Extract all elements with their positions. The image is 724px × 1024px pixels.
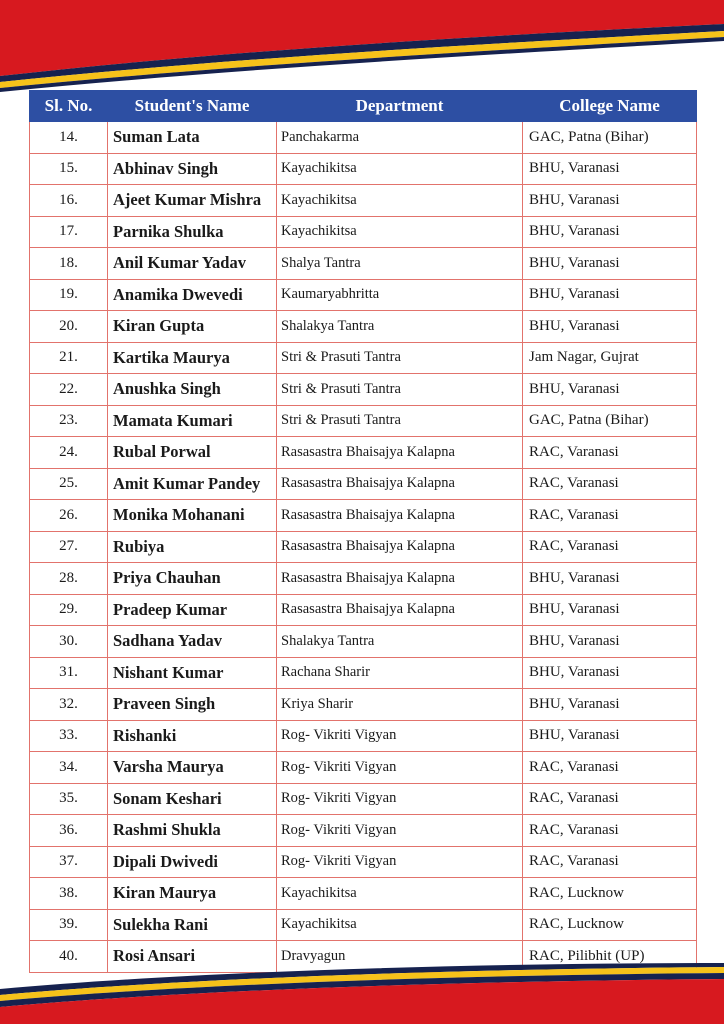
department-cell: Shalakya Tantra [277, 626, 523, 658]
table-row [30, 846, 697, 878]
department-cell: Rasasastra Bhaisajya Kalapna [277, 468, 523, 500]
table-row [30, 248, 697, 280]
serial-no-cell: 33. [30, 720, 108, 752]
header-college-name: College Name [523, 91, 697, 122]
serial-no-cell: 21. [30, 342, 108, 374]
table-row [30, 185, 697, 217]
header-student-name: Student's Name [108, 91, 277, 122]
student-name-cell: Abhinav Singh [108, 153, 277, 185]
serial-no-cell: 22. [30, 374, 108, 406]
table-header-row [30, 91, 697, 122]
table-row [30, 689, 697, 721]
table-row [30, 531, 697, 563]
department-cell: Kayachikitsa [277, 909, 523, 941]
department-cell: Stri & Prasuti Tantra [277, 374, 523, 406]
student-name-cell: Kartika Maurya [108, 342, 277, 374]
table-row [30, 909, 697, 941]
department-cell: Rog- Vikriti Vigyan [277, 846, 523, 878]
student-name-cell: Praveen Singh [108, 689, 277, 721]
department-cell: Kayachikitsa [277, 153, 523, 185]
student-list-table-wrapper [29, 90, 696, 973]
serial-no-cell: 27. [30, 531, 108, 563]
header-department: Department [277, 91, 523, 122]
table-row [30, 374, 697, 406]
table-row [30, 626, 697, 658]
table-row [30, 437, 697, 469]
top-decorative-banner [0, 0, 724, 95]
student-name-cell: Nishant Kumar [108, 657, 277, 689]
student-name-cell: Priya Chauhan [108, 563, 277, 595]
student-name-cell: Dipali Dwivedi [108, 846, 277, 878]
serial-no-cell: 32. [30, 689, 108, 721]
serial-no-cell: 35. [30, 783, 108, 815]
serial-no-cell: 31. [30, 657, 108, 689]
college-name-cell: RAC, Varanasi [523, 783, 697, 815]
department-cell: Shalakya Tantra [277, 311, 523, 343]
department-cell: Rog- Vikriti Vigyan [277, 815, 523, 847]
table-body [30, 122, 697, 973]
table-row [30, 878, 697, 910]
table-row [30, 815, 697, 847]
department-cell: Kayachikitsa [277, 878, 523, 910]
department-cell: Rasasastra Bhaisajya Kalapna [277, 500, 523, 532]
serial-no-cell: 37. [30, 846, 108, 878]
table-row [30, 752, 697, 784]
student-name-cell: Mamata Kumari [108, 405, 277, 437]
serial-no-cell: 34. [30, 752, 108, 784]
serial-no-cell: 40. [30, 941, 108, 973]
student-name-cell: Anil Kumar Yadav [108, 248, 277, 280]
student-name-cell: Sulekha Rani [108, 909, 277, 941]
student-name-cell: Ajeet Kumar Mishra [108, 185, 277, 217]
table-row [30, 657, 697, 689]
serial-no-cell: 19. [30, 279, 108, 311]
student-list-table [29, 90, 697, 973]
college-name-cell: RAC, Varanasi [523, 531, 697, 563]
college-name-cell: RAC, Varanasi [523, 500, 697, 532]
college-name-cell: RAC, Lucknow [523, 909, 697, 941]
college-name-cell: RAC, Varanasi [523, 846, 697, 878]
student-name-cell: Parnika Shulka [108, 216, 277, 248]
student-name-cell: Rashmi Shukla [108, 815, 277, 847]
table-row [30, 122, 697, 154]
bottom-decorative-banner [0, 955, 724, 1024]
table-row [30, 153, 697, 185]
department-cell: Rachana Sharir [277, 657, 523, 689]
department-cell: Shalya Tantra [277, 248, 523, 280]
student-name-cell: Pradeep Kumar [108, 594, 277, 626]
department-cell: Rasasastra Bhaisajya Kalapna [277, 563, 523, 595]
department-cell: Rog- Vikriti Vigyan [277, 752, 523, 784]
college-name-cell: BHU, Varanasi [523, 594, 697, 626]
college-name-cell: BHU, Varanasi [523, 311, 697, 343]
student-name-cell: Monika Mohanani [108, 500, 277, 532]
serial-no-cell: 23. [30, 405, 108, 437]
serial-no-cell: 24. [30, 437, 108, 469]
student-name-cell: Anushka Singh [108, 374, 277, 406]
serial-no-cell: 14. [30, 122, 108, 154]
department-cell: Kriya Sharir [277, 689, 523, 721]
college-name-cell: BHU, Varanasi [523, 248, 697, 280]
student-name-cell: Varsha Maurya [108, 752, 277, 784]
college-name-cell: BHU, Varanasi [523, 657, 697, 689]
college-name-cell: BHU, Varanasi [523, 374, 697, 406]
serial-no-cell: 28. [30, 563, 108, 595]
serial-no-cell: 26. [30, 500, 108, 532]
table-row [30, 563, 697, 595]
department-cell: Kaumaryabhritta [277, 279, 523, 311]
department-cell: Kayachikitsa [277, 185, 523, 217]
student-name-cell: Rubiya [108, 531, 277, 563]
serial-no-cell: 29. [30, 594, 108, 626]
student-name-cell: Kiran Gupta [108, 311, 277, 343]
table-row [30, 279, 697, 311]
serial-no-cell: 36. [30, 815, 108, 847]
serial-no-cell: 17. [30, 216, 108, 248]
college-name-cell: BHU, Varanasi [523, 720, 697, 752]
college-name-cell: RAC, Varanasi [523, 468, 697, 500]
college-name-cell: GAC, Patna (Bihar) [523, 122, 697, 154]
college-name-cell: Jam Nagar, Gujrat [523, 342, 697, 374]
table-row [30, 720, 697, 752]
student-name-cell: Sonam Keshari [108, 783, 277, 815]
table-row [30, 311, 697, 343]
department-cell: Rasasastra Bhaisajya Kalapna [277, 594, 523, 626]
student-name-cell: Suman Lata [108, 122, 277, 154]
table-row [30, 783, 697, 815]
college-name-cell: BHU, Varanasi [523, 216, 697, 248]
student-name-cell: Rubal Porwal [108, 437, 277, 469]
student-name-cell: Sadhana Yadav [108, 626, 277, 658]
college-name-cell: BHU, Varanasi [523, 279, 697, 311]
student-name-cell: Kiran Maurya [108, 878, 277, 910]
college-name-cell: RAC, Pilibhit (UP) [523, 941, 697, 973]
table-row [30, 405, 697, 437]
serial-no-cell: 38. [30, 878, 108, 910]
serial-no-cell: 20. [30, 311, 108, 343]
department-cell: Rasasastra Bhaisajya Kalapna [277, 531, 523, 563]
student-name-cell: Amit Kumar Pandey [108, 468, 277, 500]
table-row [30, 594, 697, 626]
department-cell: Dravyagun [277, 941, 523, 973]
college-name-cell: RAC, Lucknow [523, 878, 697, 910]
serial-no-cell: 30. [30, 626, 108, 658]
college-name-cell: BHU, Varanasi [523, 626, 697, 658]
department-cell: Rog- Vikriti Vigyan [277, 720, 523, 752]
college-name-cell: GAC, Patna (Bihar) [523, 405, 697, 437]
student-name-cell: Rosi Ansari [108, 941, 277, 973]
college-name-cell: RAC, Varanasi [523, 437, 697, 469]
department-cell: Rasasastra Bhaisajya Kalapna [277, 437, 523, 469]
college-name-cell: BHU, Varanasi [523, 185, 697, 217]
table-row [30, 342, 697, 374]
department-cell: Stri & Prasuti Tantra [277, 342, 523, 374]
college-name-cell: RAC, Varanasi [523, 815, 697, 847]
college-name-cell: BHU, Varanasi [523, 689, 697, 721]
department-cell: Kayachikitsa [277, 216, 523, 248]
header-serial-no: Sl. No. [30, 91, 108, 122]
serial-no-cell: 18. [30, 248, 108, 280]
department-cell: Rog- Vikriti Vigyan [277, 783, 523, 815]
table-row [30, 500, 697, 532]
department-cell: Stri & Prasuti Tantra [277, 405, 523, 437]
college-name-cell: RAC, Varanasi [523, 752, 697, 784]
serial-no-cell: 15. [30, 153, 108, 185]
table-row [30, 468, 697, 500]
serial-no-cell: 25. [30, 468, 108, 500]
student-name-cell: Rishanki [108, 720, 277, 752]
college-name-cell: BHU, Varanasi [523, 153, 697, 185]
serial-no-cell: 39. [30, 909, 108, 941]
college-name-cell: BHU, Varanasi [523, 563, 697, 595]
serial-no-cell: 16. [30, 185, 108, 217]
student-name-cell: Anamika Dwevedi [108, 279, 277, 311]
table-row [30, 216, 697, 248]
department-cell: Panchakarma [277, 122, 523, 154]
